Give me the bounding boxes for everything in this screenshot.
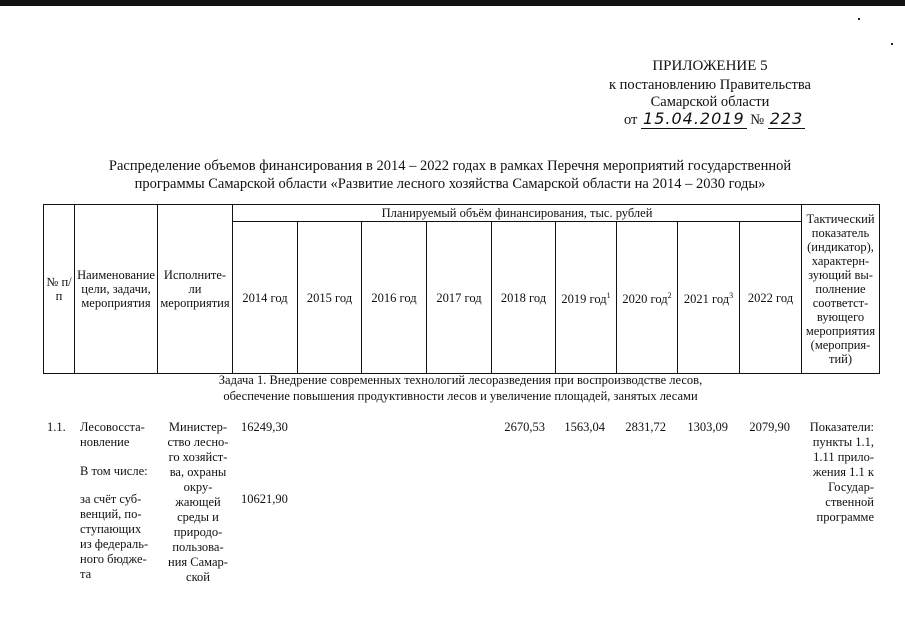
- row-executor: Министер- ство лесно- го хозяйст- ва, охраны окру- жающей среды и природо- пользова- ния Самар- ской: [167, 420, 229, 584]
- row-number: 1.1.: [47, 420, 66, 434]
- number-label: №: [750, 112, 765, 128]
- appendix-region: Самарской области: [650, 94, 770, 110]
- task-line-1: Задача 1. Внедрение современных технологий лесоразведения при воспроизводстве лесов,: [218, 373, 703, 387]
- year-2019-header: 2019 год$^1$: [556, 222, 617, 374]
- col-name-header: Наименование цели, задачи, мероприятия: [75, 205, 158, 374]
- financing-table-header: [43, 204, 880, 374]
- year-2018-header: 2018 год: [492, 222, 556, 374]
- title-line-1: Распределение объемов финансирования в 2014 – 2022 годах в рамках Перечня мероприятий государственной: [108, 158, 792, 174]
- col-indicator-header: Тактический показатель (индикатор), характерн-зующий вы-полнение соответст-вующего мероприятия (мероприя-тий): [802, 205, 880, 374]
- value-2019: 1563,04: [564, 420, 605, 434]
- appendix-date-line: [624, 110, 864, 129]
- scan-speck: [891, 43, 893, 45]
- value-2021: 1303,09: [687, 420, 728, 434]
- appendix-decree: к постановлению Правительства: [609, 77, 811, 93]
- row-name: Лесовосста- новление: [80, 420, 145, 449]
- from-label: от: [624, 112, 638, 128]
- year-2017-header: 2017 год: [427, 222, 492, 374]
- document-title: [40, 157, 860, 193]
- value-2014-total: 16249,30: [241, 420, 288, 434]
- scan-edge: [0, 0, 905, 6]
- handwritten-date: 15.04.2019: [643, 109, 745, 128]
- col-executor-header: Исполните-ли мероприятия: [158, 205, 233, 374]
- row-subvention-label: за счёт суб- венций, по- ступающих из федераль- ного бюдже- та: [80, 492, 149, 581]
- title-line-2: программы Самарской области «Развитие лесного хозяйства Самарской области на 2014 – 2030 годы»: [134, 176, 766, 192]
- handwritten-number: 223: [769, 109, 804, 128]
- year-2022-header: 2022 год: [740, 222, 802, 374]
- year-2015-header: 2015 год: [298, 222, 362, 374]
- appendix-title: ПРИЛОЖЕНИЕ 5: [652, 58, 768, 74]
- year-2014-header: 2014 год: [233, 222, 298, 374]
- value-2018: 2670,53: [504, 420, 545, 434]
- year-2020-header: 2020 год$^2$: [617, 222, 678, 374]
- task-line-2: обеспечение повышения продуктивности лесов и увеличение площадей, занятых лесами: [223, 389, 698, 403]
- task-heading: [43, 372, 878, 404]
- value-2020: 2831,72: [625, 420, 666, 434]
- value-2014-subvention: 10621,90: [241, 492, 288, 506]
- year-2021-header: 2021 год$^3$: [678, 222, 740, 374]
- col-planned-header: Планируемый объём финансирования, тыс. рублей: [233, 205, 802, 222]
- row-including-label: В том числе:: [80, 464, 148, 478]
- col-num-header: № п/п: [44, 205, 75, 374]
- row-indicator: Показатели: пункты 1.1, 1.11 прило- жения 1.1 к Государ- ственной программе: [809, 420, 874, 524]
- value-2022: 2079,90: [749, 420, 790, 434]
- year-2016-header: 2016 год: [362, 222, 427, 374]
- scan-speck: [858, 18, 860, 20]
